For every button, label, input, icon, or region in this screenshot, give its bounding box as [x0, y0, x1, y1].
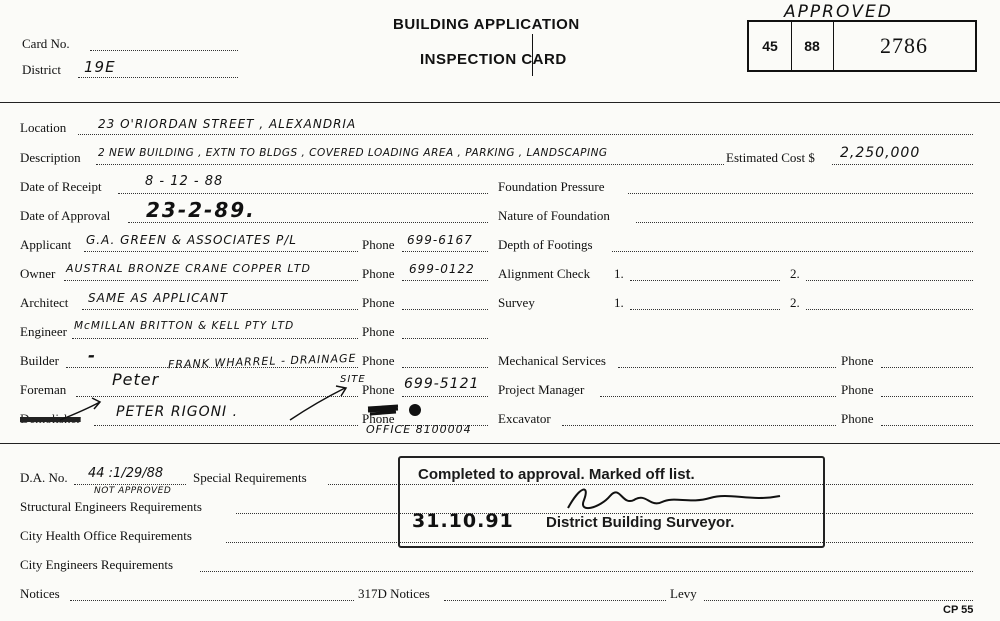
builder-label: Builder	[20, 353, 59, 368]
city-health-label: City Health Office Requirements	[20, 528, 192, 543]
survey-one: 1.	[614, 295, 624, 310]
excavator-phone-label: Phone	[841, 411, 874, 426]
date-receipt-value: 8 - 12 - 88	[145, 174, 224, 189]
excavator-label: Excavator	[498, 411, 551, 426]
city-eng-line	[200, 571, 973, 572]
stamp-date: 31.10.91	[412, 510, 514, 532]
applicant-label: Applicant	[20, 237, 72, 252]
nature-foundation-label: Nature of Foundation	[498, 208, 610, 223]
phone-scribble-blot	[409, 404, 421, 416]
stamp-line1: Completed to approval. Marked off list.	[418, 466, 695, 483]
alignment-two: 2.	[790, 266, 800, 281]
mechanical-label: Mechanical Services	[498, 353, 606, 368]
builder-note: FRANK WHARREL - DRAINAGE	[167, 351, 357, 372]
form-code: CP 55	[943, 604, 974, 616]
levy-label: Levy	[670, 586, 697, 601]
surveyor-signature	[550, 478, 790, 518]
survey-label: Survey	[498, 295, 535, 310]
notices-317-label: 317D Notices	[358, 586, 430, 601]
architect-label: Architect	[20, 295, 69, 310]
approved-stamp: APPROVED	[784, 2, 893, 22]
completion-stamp	[398, 456, 825, 548]
da-label: D.A. No.	[20, 470, 68, 485]
location-label: Location	[20, 120, 67, 135]
stamp-line2: District Building Surveyor.	[546, 514, 735, 531]
box-number-1: 45	[749, 22, 792, 70]
box-number-2: 88	[791, 22, 834, 70]
project-manager-label: Project Manager	[498, 382, 585, 397]
builder-phone-label: Phone	[362, 353, 395, 368]
owner-phone-label: Phone	[362, 266, 395, 281]
notices-label: Notices	[20, 586, 60, 601]
demolisher-value: PETER RIGONI .	[116, 404, 239, 420]
estimated-cost-label: Estimated Cost $	[726, 150, 815, 165]
da-value: 44 :1/29/88	[88, 466, 164, 481]
structural-label: Structural Engineers Requirements	[20, 499, 202, 514]
engineer-value: McMILLAN BRITTON & KELL PTY LTD	[74, 320, 295, 332]
survey-two: 2.	[790, 295, 800, 310]
foreman-phone-label: Phone	[362, 382, 395, 397]
demolisher-arrow	[60, 398, 100, 420]
title-line2: INSPECTION CARD	[420, 51, 567, 68]
title-line1: BUILDING APPLICATION	[393, 16, 580, 33]
estimated-cost-value: 2,250,000	[840, 145, 921, 161]
alignment-check-label: Alignment Check	[498, 266, 591, 281]
phone-scribble	[368, 406, 398, 414]
box-number-3: 2786	[880, 33, 928, 58]
date-approval-label: Date of Approval	[20, 208, 111, 223]
office-value: OFFICE 8100004	[366, 423, 472, 436]
special-req-label: Special Requirements	[193, 470, 307, 485]
demolisher-phone-label: Phone	[362, 411, 395, 426]
foreman-site: SITE	[340, 374, 366, 385]
owner-value: AUSTRAL BRONZE CRANE COPPER LTD	[66, 262, 311, 275]
pm-phone-label: Phone	[841, 382, 874, 397]
description-value: 2 NEW BUILDING , EXTN TO BLDGS , COVERED LOADING AREA , PARKING , LANDSCAPING	[98, 147, 608, 159]
city-eng-label: City Engineers Requirements	[20, 557, 174, 572]
district-label: District	[22, 62, 61, 77]
engineer-phone-label: Phone	[362, 324, 395, 339]
alignment-one: 1.	[614, 266, 624, 281]
mid-divider	[0, 443, 1000, 444]
architect-value: SAME AS APPLICANT	[88, 291, 229, 305]
foreman-value: Peter	[112, 370, 160, 389]
applicant-value: G.A. GREEN & ASSOCIATES P/L	[86, 233, 297, 247]
foreman-label: Foreman	[20, 382, 67, 397]
foreman-phone: 699-5121	[404, 376, 480, 392]
location-value: 23 O'RIORDAN STREET , ALEXANDRIA	[98, 117, 357, 131]
description-label: Description	[20, 150, 81, 165]
mechanical-phone-label: Phone	[841, 353, 874, 368]
owner-label: Owner	[20, 266, 56, 281]
notices-317-line	[444, 600, 666, 601]
date-approval-value: 23-2-89.	[146, 198, 256, 222]
foundation-pressure-label: Foundation Pressure	[498, 179, 605, 194]
demolisher-label: Demolisher	[20, 411, 81, 426]
engineer-label: Engineer	[20, 324, 67, 339]
site-arrow	[290, 386, 346, 420]
applicant-phone-label: Phone	[362, 237, 395, 252]
applicant-phone: 699-6167	[407, 233, 473, 247]
district-value: 19E	[84, 58, 116, 76]
builder-value: -	[88, 346, 98, 366]
levy-line	[704, 600, 973, 601]
depth-footings-label: Depth of Footings	[498, 237, 593, 252]
card-no-label: Card No.	[22, 36, 70, 51]
owner-phone: 699-0122	[409, 262, 475, 276]
not-approved-note: NOT APPROVED	[94, 486, 172, 496]
da-line	[74, 484, 186, 485]
date-receipt-label: Date of Receipt	[20, 179, 102, 194]
architect-phone-label: Phone	[362, 295, 395, 310]
notices-line	[70, 600, 354, 601]
